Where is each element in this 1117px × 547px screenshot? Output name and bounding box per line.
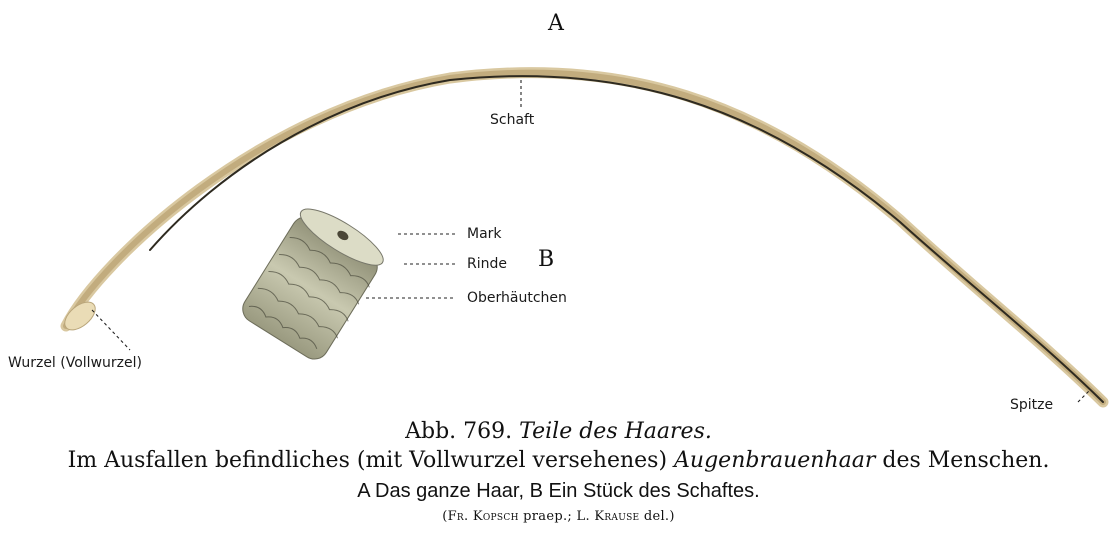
panel-b-label: B (538, 247, 555, 272)
leader-spitze (1078, 390, 1090, 402)
caption-credits-line (0, 506, 1117, 528)
panel-a-label: A (548, 11, 564, 36)
leader-wurzel (92, 310, 130, 350)
caption-line2-pre: Im Ausfallen befindliches (mit Vollwurzel versehenes) (67, 448, 668, 473)
caption-legend-line: A Das ganze Haar, B Ein Stück des Schaftes. (357, 480, 760, 502)
figure-caption (0, 418, 1117, 528)
figure-number: Abb. 769. (405, 419, 513, 444)
label-spitze: Spitze (1010, 397, 1054, 413)
caption-title-line (0, 418, 1117, 446)
credits-open: ( (442, 509, 448, 524)
credit-author-1: Fr. Kopsch (447, 509, 519, 524)
credits-close: ) (669, 509, 675, 524)
label-wurzel: Wurzel (Vollwurzel) (8, 355, 142, 371)
credit-role-1: praep.; (523, 509, 573, 524)
figure-title: Teile des Haares. (519, 419, 712, 444)
label-schaft: Schaft (490, 112, 535, 128)
caption-description-line (0, 446, 1117, 476)
caption-line2-post: des Menschen. (882, 448, 1050, 473)
label-rinde: Rinde (467, 256, 507, 272)
whole-hair-drawing (60, 73, 1103, 402)
credit-author-2: L. Krause (576, 509, 640, 524)
caption-line2-italic: Augenbrauenhaar (674, 448, 876, 473)
credit-role-2: del. (643, 509, 670, 524)
shaft-segment-drawing (237, 200, 391, 366)
label-mark: Mark (467, 226, 502, 242)
label-oberhautchen: Oberhäutchen (467, 290, 567, 306)
